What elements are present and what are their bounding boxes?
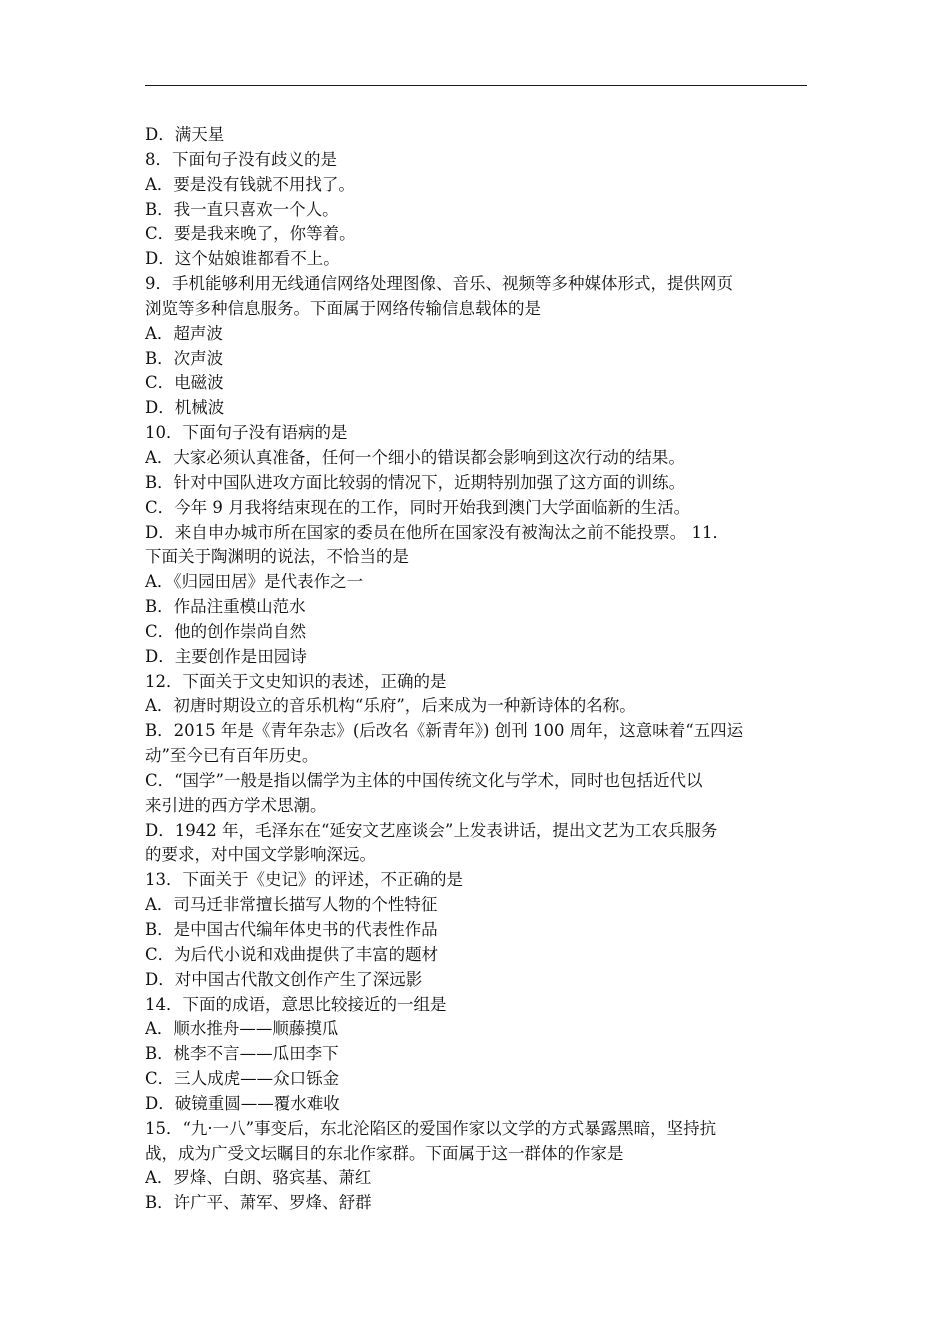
text-line: B．是中国古代编年体史书的代表性作品 — [145, 920, 438, 939]
text-line: A．初唐时期设立的音乐机构“乐府”，后来成为一种新诗体的名称。 — [145, 696, 636, 716]
text-line: A．司马迁非常擅长描写人物的个性特征 — [145, 895, 438, 915]
text-line: 12．下面关于文史知识的表述，正确的是 — [145, 671, 447, 691]
text-line: A．超声波 — [145, 323, 223, 343]
text-line: A．大家必须认真准备，任何一个细小的错误都会影响到这次行动的结果。 — [145, 447, 685, 467]
text-line: C．今年 9 月我将结束现在的工作，同时开始我到澳门大学面临新的生活。 — [145, 497, 691, 517]
text-line: A．罗烽、白朗、骆宾基、萧红 — [145, 1168, 372, 1188]
text-line: 14．下面的成语，意思比较接近的一组是 — [145, 994, 447, 1014]
text-line: D．对中国古代散文创作产生了深远影 — [145, 969, 423, 989]
text-line: C．电磁波 — [145, 373, 224, 393]
text-line: 15．“九·一八”事变后，东北沦陷区的爱国作家以文学的方式暴露黑暗，坚持抗 — [145, 1118, 717, 1138]
text-line: B．作品注重模山范水 — [145, 597, 306, 617]
text-line: B．次声波 — [145, 348, 224, 368]
text-line: C．为后代小说和戏曲提供了丰富的题材 — [145, 944, 439, 964]
text-line: 8．下面句子没有歧义的是 — [145, 149, 337, 169]
text-line: D．来自申办城市所在国家的委员在他所在国家没有被淘汰之前不能投票。 11． — [145, 522, 729, 542]
text-line: D．主要创作是田园诗 — [145, 646, 307, 666]
text-line: C．“国学”一般是指以儒学为主体的中国传统文化与学术，同时也包括近代以 — [145, 770, 703, 790]
text-line: A．《归园田居》是代表作之一 — [145, 572, 364, 592]
text-line: 10．下面句子没有语病的是 — [145, 423, 348, 443]
text-line: D．这个姑娘谁都看不上。 — [145, 249, 340, 269]
text-line: C．要是我来晚了，你等着。 — [145, 224, 356, 244]
text-line: C．他的创作崇尚自然 — [145, 621, 307, 641]
text-line: A．顺水推舟——顺藤摸瓜 — [145, 1019, 339, 1039]
text-line: 的要求，对中国文学影响深远。 — [145, 845, 376, 865]
text-line: D．破镜重圆——覆水难收 — [145, 1093, 340, 1113]
text-line: B．桃李不言——瓜田李下 — [145, 1044, 339, 1064]
text-line: 浏览等多种信息服务。下面属于网络传输信息载体的是 — [145, 298, 541, 318]
text-line: B．我一直只喜欢一个人。 — [145, 199, 339, 219]
text-line: D．满天星 — [145, 125, 225, 144]
text-line: D．1942 年，毛泽东在“延安文艺座谈会”上发表讲话，提出文艺为工农兵服务 — [145, 820, 718, 840]
text-line: B．2015 年是《青年杂志》(后改名《新青年》) 创刊 100 周年，这意味着“五四运 — [145, 721, 744, 741]
text-line: 13．下面关于《史记》的评述，不正确的是 — [145, 870, 463, 890]
text-line: 9．手机能够利用无线通信网络处理图像、音乐、视频等多种媒体形式，提供网页 — [145, 274, 733, 294]
text-line: 下面关于陶渊明的说法，不恰当的是 — [145, 547, 409, 567]
text-line: 来引进的西方学术思潮。 — [145, 795, 327, 815]
text-line: C．三人成虎——众口铄金 — [145, 1069, 340, 1089]
text-line: 战，成为广受文坛瞩目的东北作家群。下面属于这一群体的作家是 — [145, 1143, 624, 1163]
text-line: B．许广平、萧军、罗烽、舒群 — [145, 1193, 372, 1213]
document-body — [145, 123, 807, 1216]
text-line: 动”至今已有百年历史。 — [145, 746, 319, 766]
text-line: D．机械波 — [145, 398, 225, 418]
text-line: A．要是没有钱就不用找了。 — [145, 174, 355, 194]
text-line: B．针对中国队进攻方面比较弱的情况下，近期特别加强了这方面的训练。 — [145, 472, 686, 492]
header-rule — [145, 85, 807, 86]
